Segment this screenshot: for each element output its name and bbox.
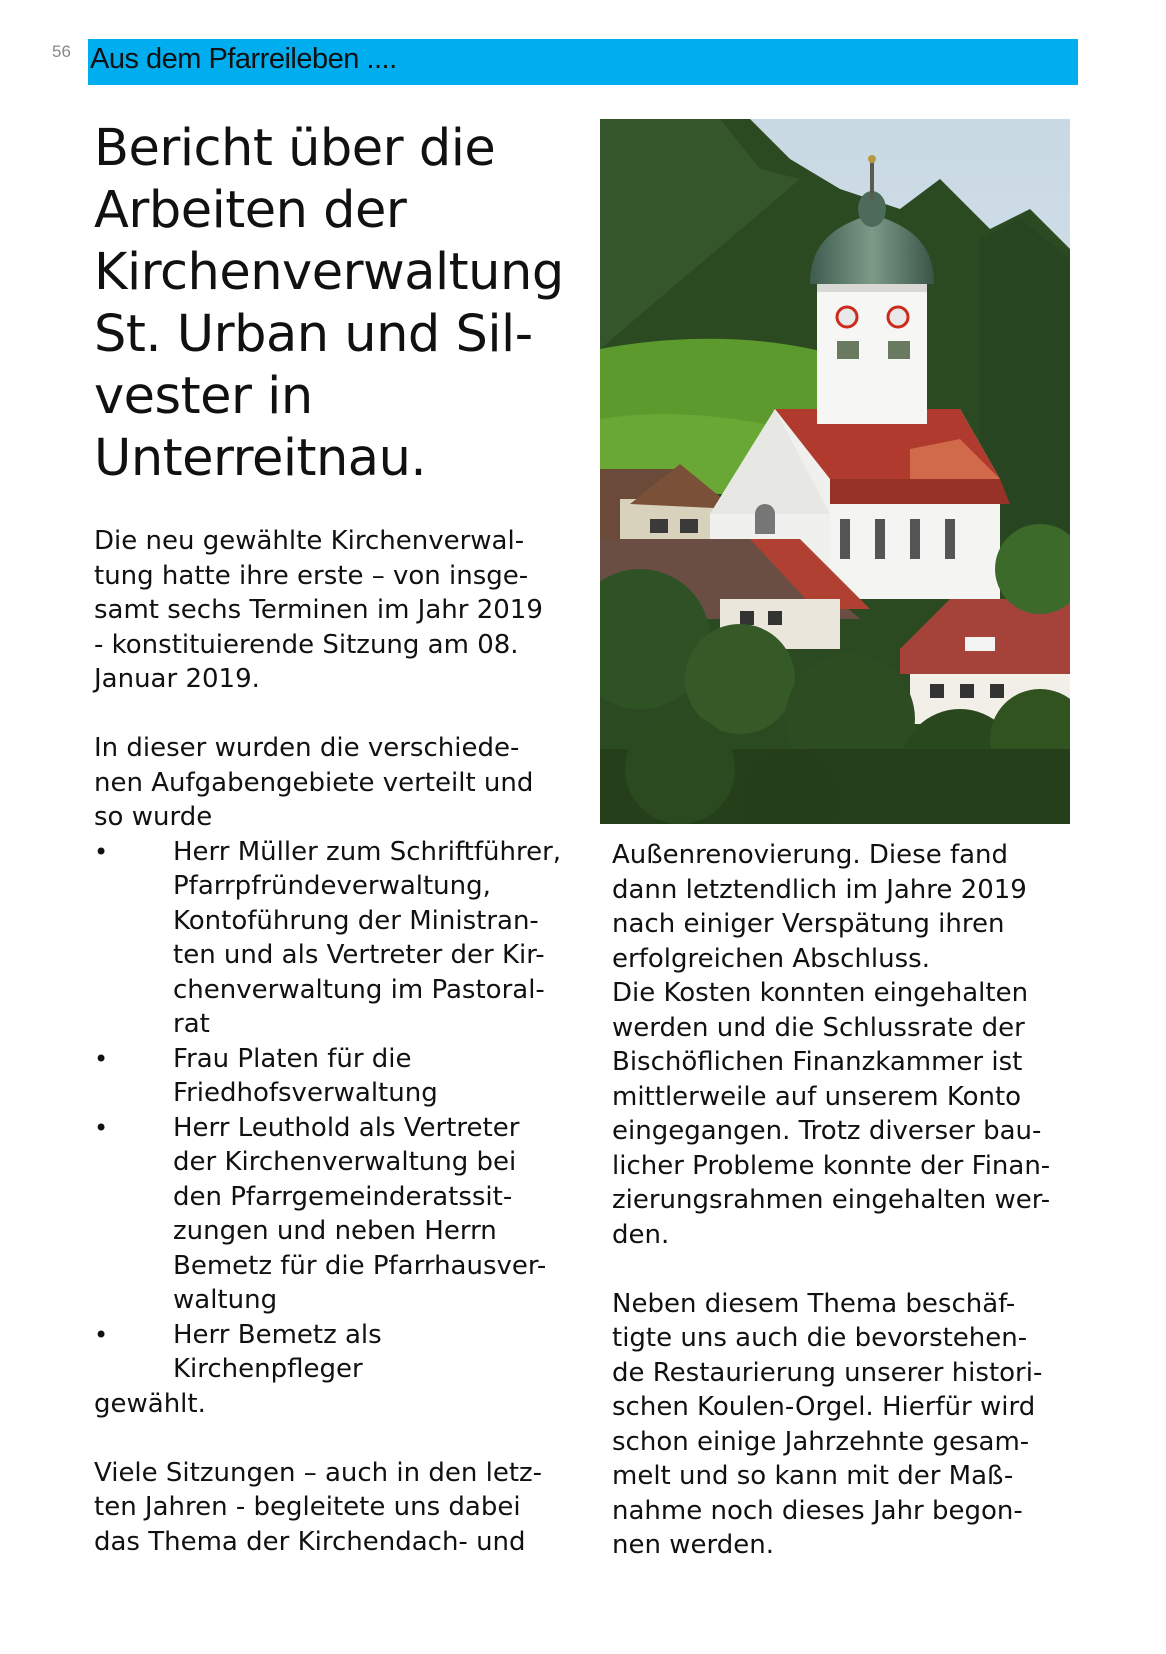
church-photo (600, 119, 1070, 824)
text-line: zierungsrahmen eingehalten wer- (612, 1185, 1051, 1215)
text-line: tung hatte ihre erste – von insge- (94, 560, 529, 591)
headline-line: vester in (94, 367, 313, 426)
text-line: schen Koulen-Orgel. Hierfür wird (612, 1392, 1036, 1422)
headline-line: Kirchenverwaltung (94, 243, 564, 302)
text-line: Die neu gewählte Kirchenverwal- (94, 526, 525, 556)
text-line: ten Jahren - begleitete uns dabei (94, 1492, 521, 1522)
text-line: nen werden. (612, 1530, 774, 1560)
text-line: mittlerweile auf unserem Konto (612, 1081, 1022, 1112)
tasks-intro-paragraph (94, 731, 564, 835)
text-line: samt sechs Terminen im Jahr 2019 (94, 595, 543, 625)
text-line: dann letztendlich im Jahre 2019 (612, 874, 1027, 905)
text-line: das Thema der Kirchendach- und (94, 1526, 526, 1557)
section-header-title: Aus dem Pfarreileben .... (90, 43, 397, 75)
headline-line: Bericht über die (94, 119, 496, 178)
text-line: den. (612, 1219, 670, 1250)
text-line: werden und die Schlussrate der (612, 1012, 1025, 1043)
article-headline (94, 118, 564, 490)
closing-paragraph (94, 1456, 564, 1560)
text-line: nach einiger Verspätung ihren (612, 909, 1005, 939)
list-item: • Frau Platen für die Friedhofsverwaltung (94, 1042, 564, 1111)
text-line: nahme noch dieses Jahr begon- (612, 1495, 1023, 1526)
text-line: de Restaurierung unserer histori- (612, 1357, 1043, 1388)
list-item: • Herr Bemetz als Kirchenpfleger (94, 1318, 564, 1387)
organ-paragraph (612, 1287, 1082, 1563)
text-line: melt und so kann mit der Maß- (612, 1461, 1014, 1491)
text-line: erfolgreichen Abschluss. (612, 943, 930, 974)
text-line: Viele Sitzungen – auch in den letz- (94, 1457, 543, 1488)
intro-paragraph (94, 524, 564, 697)
text-line: licher Probleme konnte der Finan- (612, 1150, 1051, 1181)
text-line: so wurde (94, 802, 213, 832)
text-line: Neben diesem Thema beschäf- (612, 1288, 1016, 1319)
text-line: nen Aufgabengebiete verteilt und (94, 767, 534, 798)
text-line: eingegangen. Trotz diverser bau- (612, 1116, 1042, 1146)
after-list-text: gewählt. (94, 1388, 206, 1419)
text-line: Januar 2019. (94, 664, 260, 694)
list-item: • Herr Leuthold als Vertreter der Kirchenverwaltung bei den Pfarrgemeinderatssit- zungen und neben Herrn Bemetz für die Pfarrhausver- waltung (94, 1111, 564, 1318)
text-line: Außenrenovierung. Diese fand (612, 840, 1009, 870)
section-header-bar (88, 39, 1078, 85)
left-text-column (94, 524, 564, 1559)
task-assignment-list (94, 835, 564, 1387)
renovation-paragraph (612, 838, 1082, 1252)
headline-line: St. Urban und Sil- (94, 305, 533, 364)
right-text-column (612, 838, 1082, 1563)
text-line: Die Kosten konnten eingehalten (612, 978, 1029, 1008)
list-item: • Herr Müller zum Schriftführer, Pfarrpfründeverwaltung, Kontoführung der Ministran- ten und als Vertreter der Kir- chenverwaltung im Pastoral- rat (94, 835, 564, 1042)
text-line: Bischöflichen Finanzkammer ist (612, 1047, 1023, 1077)
headline-line: Unterreitnau. (94, 429, 427, 488)
headline-line: Arbeiten der (94, 181, 407, 240)
text-line: - konstituierende Sitzung am 08. (94, 629, 519, 660)
text-line: tigte uns auch die bevorstehen- (612, 1323, 1028, 1353)
page-number: 56 (52, 42, 71, 61)
text-line: schon einige Jahrzehnte gesam- (612, 1426, 1030, 1457)
text-line: In dieser wurden die verschiede- (94, 733, 520, 763)
